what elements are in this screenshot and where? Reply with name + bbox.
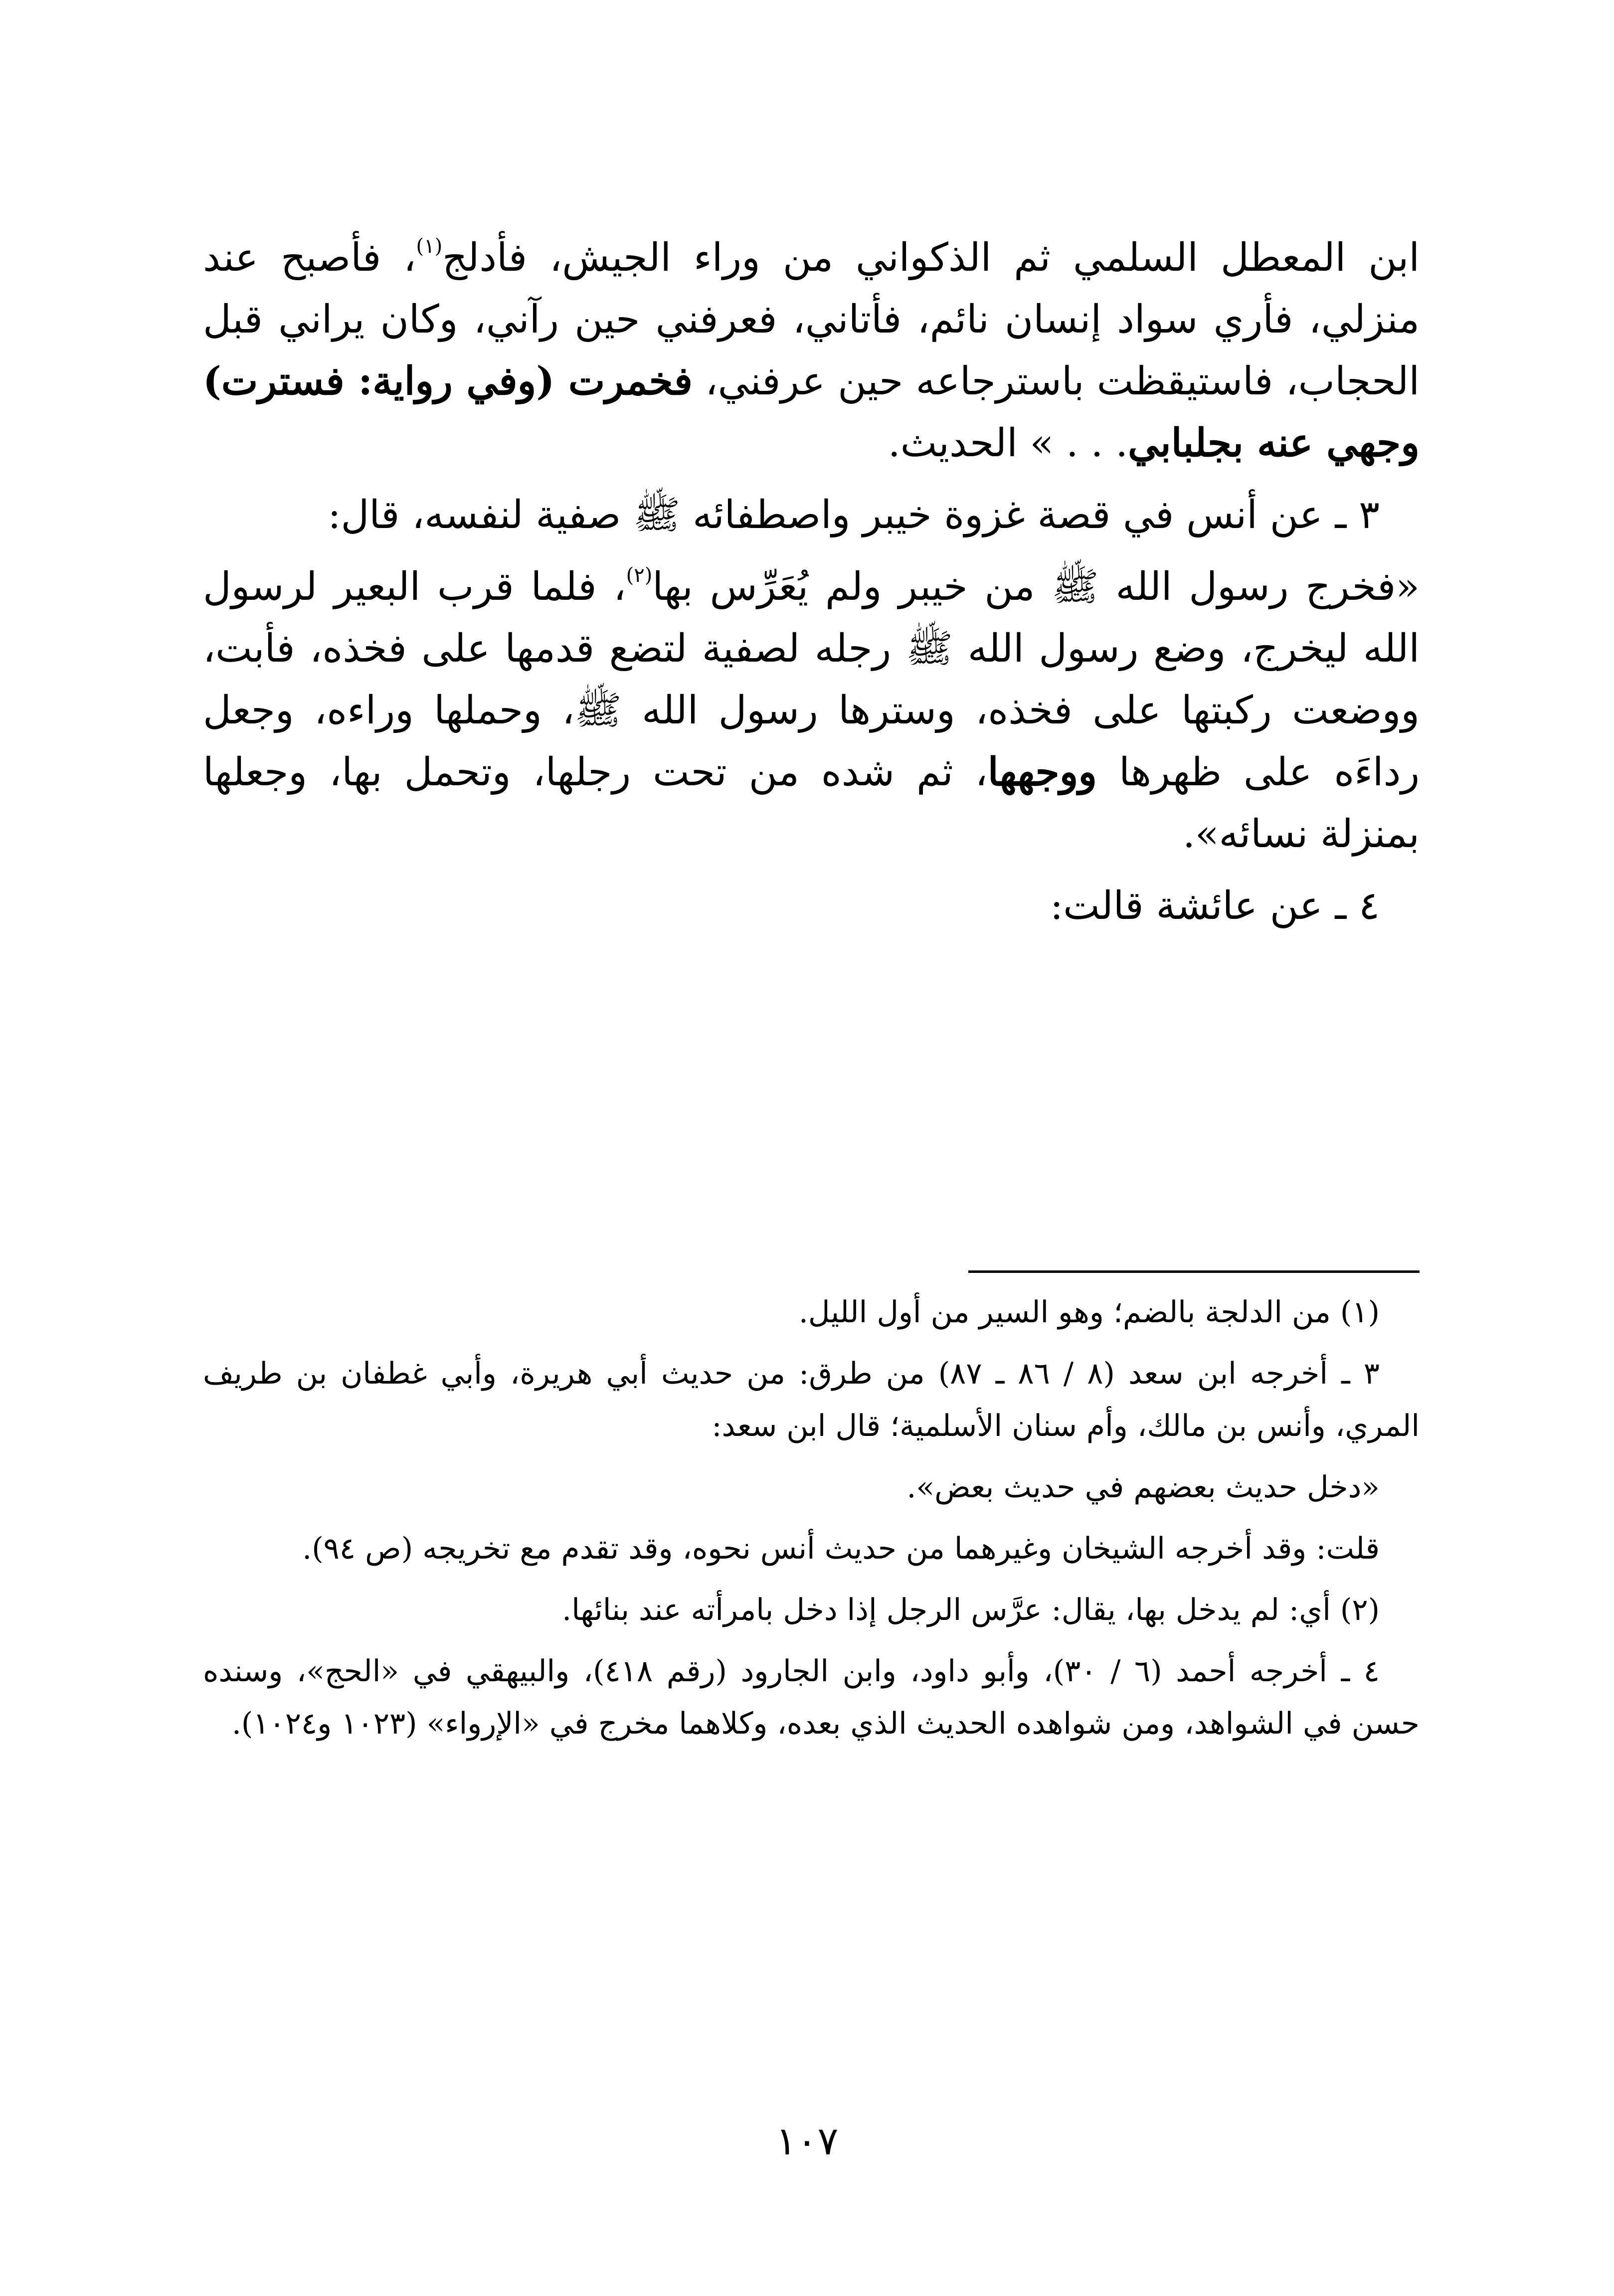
footnote-ref-2: (٢): [626, 564, 653, 587]
footnote-1: (١) من الدلجة بالضم؛ وهو السير من أول الليل.: [798, 1295, 1380, 1330]
paragraph-4: ٤ ـ عن عائشة قالت:: [1050, 883, 1380, 928]
footnote-comment: قلت: وقد أخرجه الشيخان وغيرهما من حديث أنس نحوه، وقد تقدم مع تخريجه (ص ٩٤).: [302, 1531, 1380, 1566]
paragraph-3: [203, 556, 1420, 865]
footnote-separator: [968, 1270, 1420, 1273]
footnote-2: (٢) أي: لم يدخل بها، يقال: عرَّس الرجل إذا دخل بامرأته عند بنائها.: [562, 1592, 1380, 1627]
paragraph-1-text-b: ، فأصبح عند منزلي، فأري سواد إنسان نائم، فأتاني، فعرفني حين رآني، وكان يراني قبل الحجاب، فاستيقظت باسترجاعه حين عرفني،: [203, 235, 1420, 404]
paragraph-1-text-a: ابن المعطل السلمي ثم الذكواني من وراء الجيش، فأدلج: [442, 235, 1420, 280]
paragraph-3-text-a: «فخرج رسول الله ﷺ من خيبر ولم يُعَرِّس بها: [652, 564, 1420, 609]
footnote-ref-1: (١): [416, 235, 443, 258]
footnotes: [203, 1286, 1420, 1750]
main-text: [203, 227, 1420, 937]
paragraph-1-bold: فخمرت (وفي رواية: فسترت) وجهي عنه بجلبابي: [203, 358, 1420, 466]
paragraph-3-text-b: ، فلما قرب البعير لرسول الله ليخرج، وضع رسول الله ﷺ رجله لصفية لتضع قدمها على فخذه، فأبت، ووضعت ركبتها على فخذه، وسترها رسول الله ﷺ، وحملها وراءه، وجعل رداءَه على ظهرها: [203, 564, 1420, 795]
paragraph-2: ٣ ـ عن أنس في قصة غزوة خيبر واصطفائه ﷺ صفية لنفسه، قال:: [328, 493, 1380, 537]
paragraph-3-bold: ووجهها: [987, 749, 1097, 795]
footnote-takhrij-4: ٤ ـ أخرجه أحمد (٦ / ٣٠)، وأبو داود، وابن الجارود (رقم ٤١٨)، والبيهقي في «الحج»، وسنده حسن في الشواهد، ومن شواهده الحديث الذي بعده، وكلاهما مخرج في «الإرواء» (١٠٢٣ و١٠٢٤).: [203, 1654, 1420, 1741]
paragraph-1: [203, 227, 1420, 474]
paragraph-3-text-c: ، ثم شده من تحت رجلها، وتحمل بها، وجعلها بمنزلة نسائه».: [203, 750, 1420, 857]
paragraph-1-text-c: . . . » الحديث.: [888, 421, 1128, 466]
page-number: ١٠٧: [775, 2119, 839, 2164]
footnote-takhrij-3: ٣ ـ أخرجه ابن سعد (٨ / ٨٦ ـ ٨٧) من طرق: من حديث أبي هريرة، وأبي غطفان بن طريف المري، وأنس بن مالك، وأم سنان الأسلمية؛ قال ابن سعد:: [203, 1356, 1420, 1443]
footnote-quote: «دخل حديث بعضهم في حديث بعض».: [906, 1470, 1380, 1505]
